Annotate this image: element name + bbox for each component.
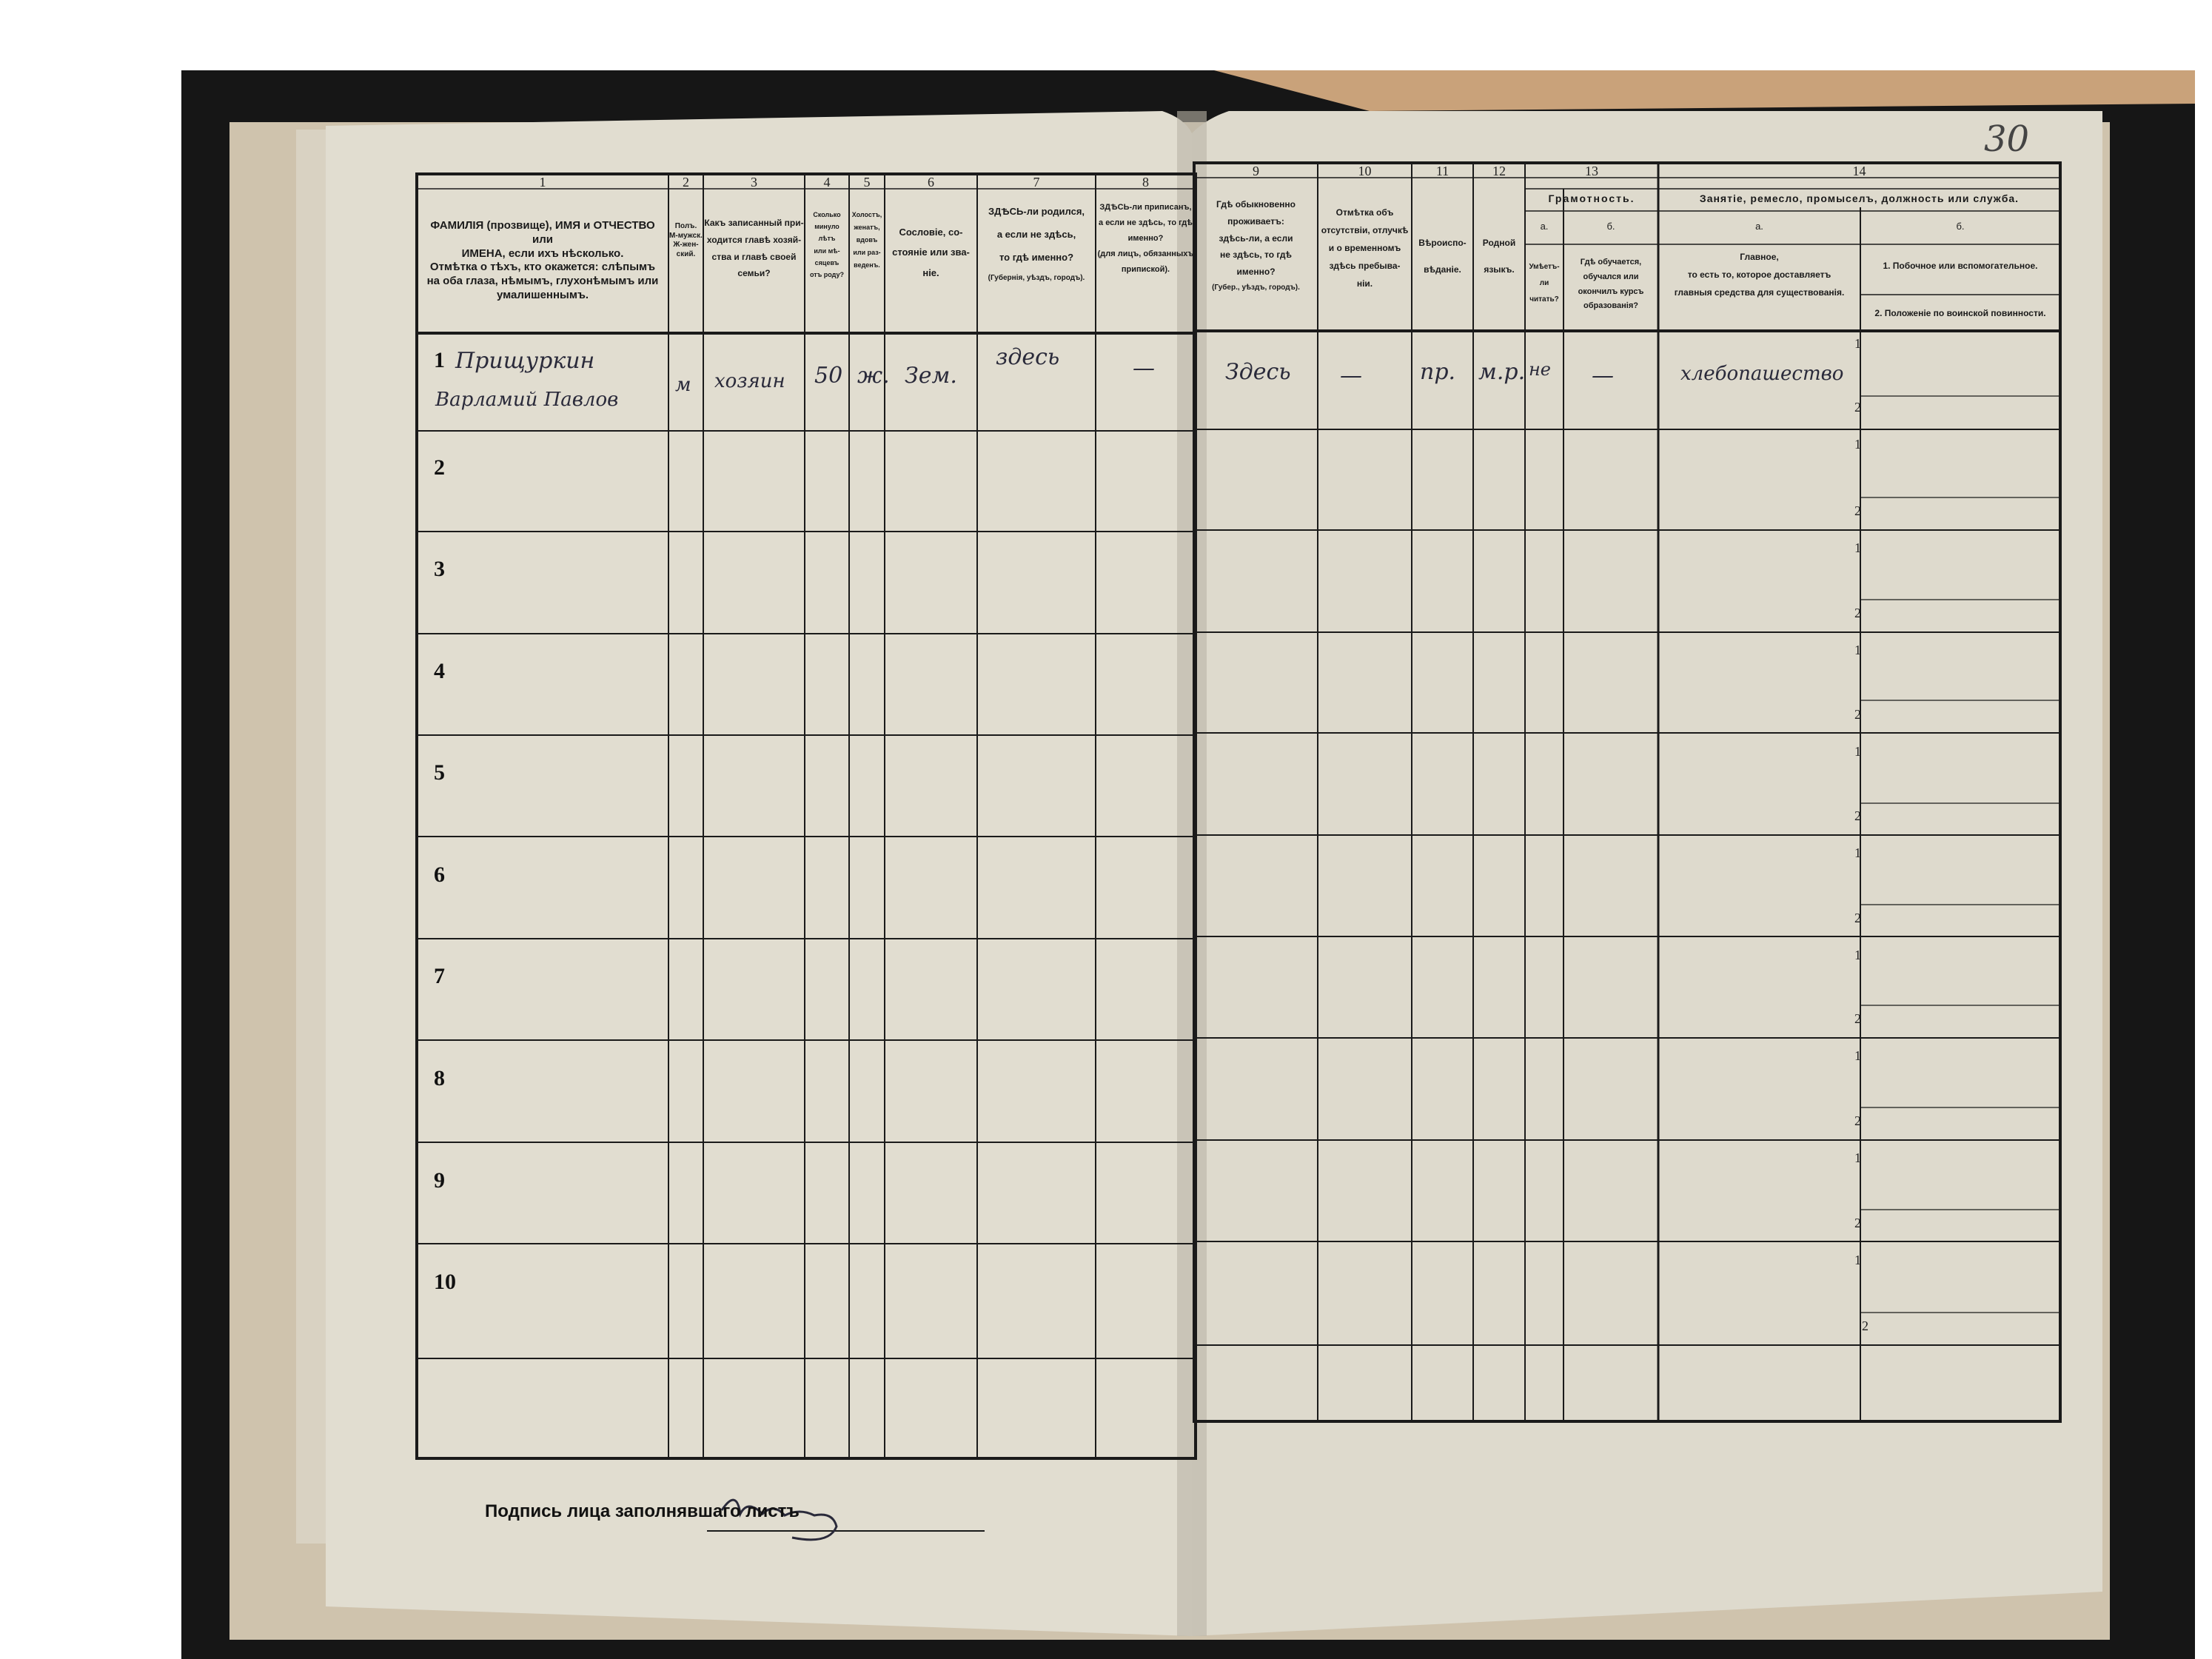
sub-label: 2 [1854,1216,1861,1230]
header-registered-line: ЗДѢСЬ-ли приписанъ, [1099,203,1192,212]
header-occupation-a-line: то есть то, которое доставляетъ [1687,269,1831,280]
col-number-6: 6 [928,175,934,190]
header-registered-line: а если не здѣсь, то гдѣ [1099,218,1193,227]
header-absence-line: Отмѣтка объ [1335,207,1394,218]
page-stack-left [296,130,326,1544]
header-estate-line: стояніе или зва- [892,247,970,258]
header-literacy-b-text [1564,255,1658,329]
header-residence-line: не здѣсь, то гдѣ [1220,249,1292,261]
sub-label: 1 [1854,540,1861,555]
header-name-line: на оба глаза, нѣмымъ, глухонѣмымъ или [426,275,659,287]
header-marital-line: или раз- [853,249,881,257]
col-number-2: 2 [683,175,689,190]
header-absence-line: отсутствіи, отлучкѣ [1321,225,1409,235]
header-marital-line: Холостъ, [851,211,882,218]
header-absence-line: ніи. [1356,278,1373,289]
header-literacy-a-line: Умѣетъ- [1529,263,1560,271]
sub-label: 2 [1854,707,1861,722]
header-registered-line: припиской). [1121,264,1170,274]
sub-label: 1 [1854,845,1861,860]
header-age-line: минуло [814,223,839,231]
entry-name-line1: Прищуркин [455,348,595,374]
sub-label: 1 [1854,744,1861,759]
header-sex-line: М-мужск. [669,231,703,240]
header-birthplace-line: то гдѣ именно? [999,252,1074,264]
entry-language: м.р. [1478,359,1526,385]
header-literacy: Грамотность. [1548,192,1635,204]
row-number-9: 9 [434,1168,445,1193]
col-number-14: 14 [1852,164,1866,178]
header-residence-line: здѣсь-ли, а если [1219,232,1293,244]
header-occupation-b2: 2. Положеніе по воинской повинности. [1874,308,2046,318]
header-estate-line: ніе. [922,267,939,278]
sub-label: 2 [1854,808,1861,823]
header-occupation-a: а. [1755,221,1763,232]
header-relation-line: Какъ записанный при- [704,218,804,228]
entry-literacy: не [1529,359,1552,380]
header-sex-line: Ж-жен- [673,241,699,249]
header-residence [1196,196,1316,329]
header-religion [1412,229,1472,289]
col-number-3: 3 [751,175,757,190]
header-absence-line: здѣсь пребыва- [1329,261,1401,271]
header-marital-line: вдовъ [856,236,878,244]
header-occupation-a-text [1659,248,1860,322]
entry-name-line2: Варламий Павлов [435,389,619,411]
header-name-line: Отмѣтка о тѣхъ, кто окажется: слѣпымъ [429,261,656,274]
header-name-line: ФАМИЛІЯ (прозвище), ИМЯ и ОТЧЕСТВО или [430,219,655,246]
header-relation-line: ства и главѣ своей [711,251,797,262]
header-absence-line: и о временномъ [1328,243,1401,253]
row-number-2: 2 [434,455,445,480]
entry-education: — [1592,363,1614,389]
sub-label: 2 [1854,606,1861,620]
header-literacy-b-line: Гдѣ обучается, [1580,258,1642,267]
header-occupation-a-line: главныя средства для существованія. [1674,287,1845,298]
header-literacy-b: б. [1606,221,1615,232]
col-number-1: 1 [539,175,546,190]
entry-estate: Зем. [905,363,957,389]
header-registered-line: именно? [1127,233,1164,243]
row-number-7: 7 [434,964,445,988]
header-absence [1318,204,1411,322]
entry-relation: хозяин [714,370,785,392]
header-relation-line: ходится главѣ хозяй- [706,234,802,245]
sub-label: 1 [1854,643,1861,657]
header-marital-line: женатъ, [854,224,880,232]
header-religion-line: Вѣроиспо- [1418,238,1467,248]
header-estate [885,222,976,311]
col-number-4: 4 [823,175,831,190]
row-number-10: 10 [434,1270,456,1294]
sub-label: 1 [1854,336,1861,351]
header-age-line: или мѣ- [814,247,840,255]
header-literacy-b-line: окончилъ курсъ [1578,286,1644,296]
entry-absence: — [1340,363,1362,389]
header-registered [1096,200,1195,311]
page-number: 30 [1984,118,2030,160]
header-literacy-a-line: читать? [1529,295,1559,304]
header-age-line: сяцевъ [814,258,839,267]
header-marital-line: веденъ. [854,261,880,269]
header-sex [669,222,703,326]
header-age [805,209,848,327]
header-relation-line: семьи? [737,268,771,279]
col-number-8: 8 [1142,175,1149,190]
row-number-5: 5 [434,760,445,785]
header-occupation: Занятіе, ремесло, промыселъ, должность или служба. [1699,192,2020,204]
entry-occupation: хлебопашество [1680,363,1844,385]
signature-label: Подпись лица заполнявшаго листъ [485,1501,800,1521]
header-religion-line: вѣданіе. [1424,264,1461,275]
header-birthplace-line: (Губернія, уѣздъ, городъ). [988,273,1085,282]
sub-label: 2 [1854,1011,1861,1026]
header-literacy-a-line: ли [1539,279,1549,287]
entry-residence: Здесь [1225,359,1291,385]
header-sex-line: Полъ. [674,222,697,230]
sub-label: 1 [1854,1253,1861,1267]
col-number-10: 10 [1358,164,1372,178]
header-birthplace [978,200,1095,311]
header-relation [704,215,804,326]
sub-label: 1 [1854,437,1861,452]
sub-label: 1 [1854,948,1861,962]
col-number-12: 12 [1492,164,1506,178]
header-name-line: умалишеннымъ. [496,288,589,301]
sub-label: 2 [1854,400,1861,415]
header-sex-line: ский. [676,249,696,258]
header-birthplace-line: ЗДѢСЬ-ли родился, [988,206,1085,217]
col-number-5: 5 [863,175,871,190]
sub-label: 2 [1854,503,1861,518]
entry-sex: м [675,374,691,396]
col-number-11: 11 [1435,164,1449,178]
header-name-line: ИМЕНА, если ихъ нѣсколько. [461,247,624,260]
header-occupation-b1: 1. Побочное или вспомогательное. [1883,261,2038,271]
sub-label: 1 [1854,1150,1861,1165]
entry-registered: — [1133,355,1155,381]
header-residence-line: (Губер., уѣздъ, городъ). [1212,283,1300,292]
header-literacy-b-line: образованія? [1583,301,1638,311]
wood-surface [1214,70,2195,111]
sub-label: 2 [1862,1318,1869,1333]
sub-label: 1 [1854,1048,1861,1063]
header-name [420,219,665,330]
col-number-7: 7 [1033,175,1040,190]
gutter-shadow [1177,111,1207,1636]
right-page [1192,111,2102,1636]
header-registered-line: (для лицъ, обязанныхъ [1097,249,1194,258]
header-literacy-a-text [1526,259,1563,326]
row-number-6: 6 [434,862,445,887]
header-literacy-b-line: обучался или [1583,272,1639,281]
header-occupation-a-line: Главное, [1740,252,1779,262]
header-marital [850,209,884,327]
row-number-1: 1 [434,348,445,372]
sub-label: 2 [1854,1113,1861,1128]
header-literacy-a: а. [1540,221,1549,232]
header-occupation-b: б. [1956,221,1965,232]
header-language-line: языкъ. [1484,264,1515,275]
row-number-8: 8 [434,1066,445,1090]
entry-birthplace: здесь [996,344,1060,370]
row-number-3: 3 [434,557,445,581]
entry-age: 50 [814,363,843,389]
left-page [326,111,1192,1636]
header-residence-line: Гдѣ обыкновенно [1216,199,1296,210]
header-birthplace-line: а если не здѣсь, [996,229,1076,241]
entry-marital: ж. [857,363,890,389]
header-residence-line: именно? [1236,267,1276,278]
header-age-line: Сколько [813,211,841,218]
header-residence-line: проживаетъ: [1227,215,1284,227]
header-estate-line: Сословіе, со- [899,227,963,238]
col-number-9: 9 [1253,164,1259,178]
sub-label: 2 [1854,911,1861,925]
row-number-4: 4 [434,659,445,683]
header-age-line: лѣтъ [818,235,836,243]
col-number-13: 13 [1585,164,1598,178]
header-language [1474,229,1524,289]
header-age-line: отъ роду? [810,270,844,278]
entry-religion: пр. [1420,359,1456,385]
header-language-line: Родной [1482,238,1516,248]
